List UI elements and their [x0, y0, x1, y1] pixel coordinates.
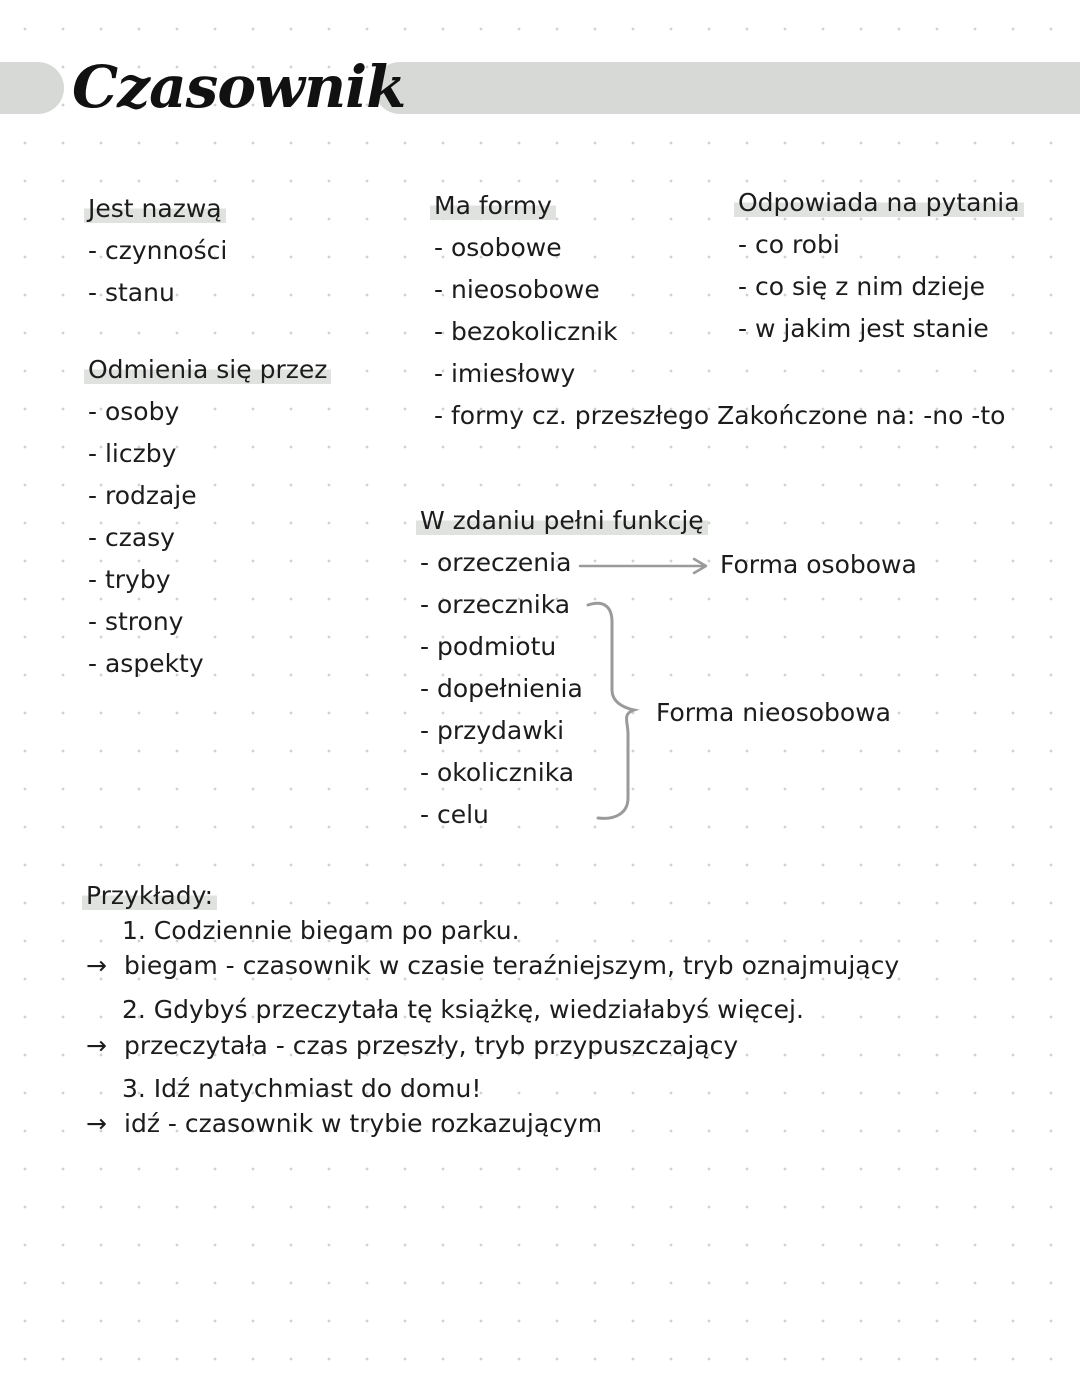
col1-item2: - czasy — [88, 523, 175, 552]
col1-heading: Jest nazwą — [88, 193, 226, 225]
page-title: Czasownik — [72, 53, 406, 121]
function-item: - orzeczenia — [420, 548, 572, 577]
col2-item: - bezokolicznik — [434, 317, 618, 346]
col1-item: - czynności — [88, 236, 228, 265]
function-item: - przydawki — [420, 716, 565, 745]
function-item: - celu — [420, 800, 489, 829]
col1-item2: - rodzaje — [88, 481, 197, 510]
col3-item: - w jakim jest stanie — [738, 314, 989, 343]
col1-item2: - strony — [88, 607, 184, 636]
col1-heading2: Odmienia się przez — [88, 354, 331, 386]
brace-icon — [588, 603, 634, 818]
col2-item: - formy cz. przeszłego Zakończone na: -no -to — [434, 401, 1006, 430]
col1-item: - stanu — [88, 278, 175, 307]
example-sentence: 1. Codziennie biegam po parku. — [122, 916, 520, 945]
col2-item: - nieosobowe — [434, 275, 600, 304]
examples-heading: Przykłady: — [86, 880, 217, 912]
col3-heading: Odpowiada na pytania — [738, 187, 1024, 219]
function-item: - okolicznika — [420, 758, 575, 787]
impersonal-form-label: Forma nieosobowa — [656, 698, 891, 727]
arrow-right-icon: → — [86, 951, 107, 980]
example-sentence: 2. Gdybyś przeczytała tę książkę, wiedziałabyś więcej. — [122, 995, 804, 1024]
col1-item2: - aspekty — [88, 649, 204, 678]
col3-item: - co robi — [738, 230, 840, 259]
example-sentence: 3. Idź natychmiast do domu! — [122, 1074, 482, 1103]
function-item: - orzecznika — [420, 590, 571, 619]
personal-form-label: Forma osobowa — [720, 550, 917, 579]
function-heading: W zdaniu pełni funkcję — [420, 505, 708, 537]
col2-heading: Ma formy — [434, 190, 556, 222]
col1-item2: - liczby — [88, 439, 177, 468]
arrow-right-icon — [580, 559, 706, 573]
col2-item: - imiesłowy — [434, 359, 576, 388]
arrow-right-icon: → — [86, 1031, 107, 1060]
col3-item: - co się z nim dzieje — [738, 272, 986, 301]
function-item: - podmiotu — [420, 632, 557, 661]
col1-item2: - osoby — [88, 397, 180, 426]
col1-item2: - tryby — [88, 565, 171, 594]
arrow-right-icon: → — [86, 1109, 107, 1138]
function-item: - dopełnienia — [420, 674, 583, 703]
col2-item: - osobowe — [434, 233, 562, 262]
